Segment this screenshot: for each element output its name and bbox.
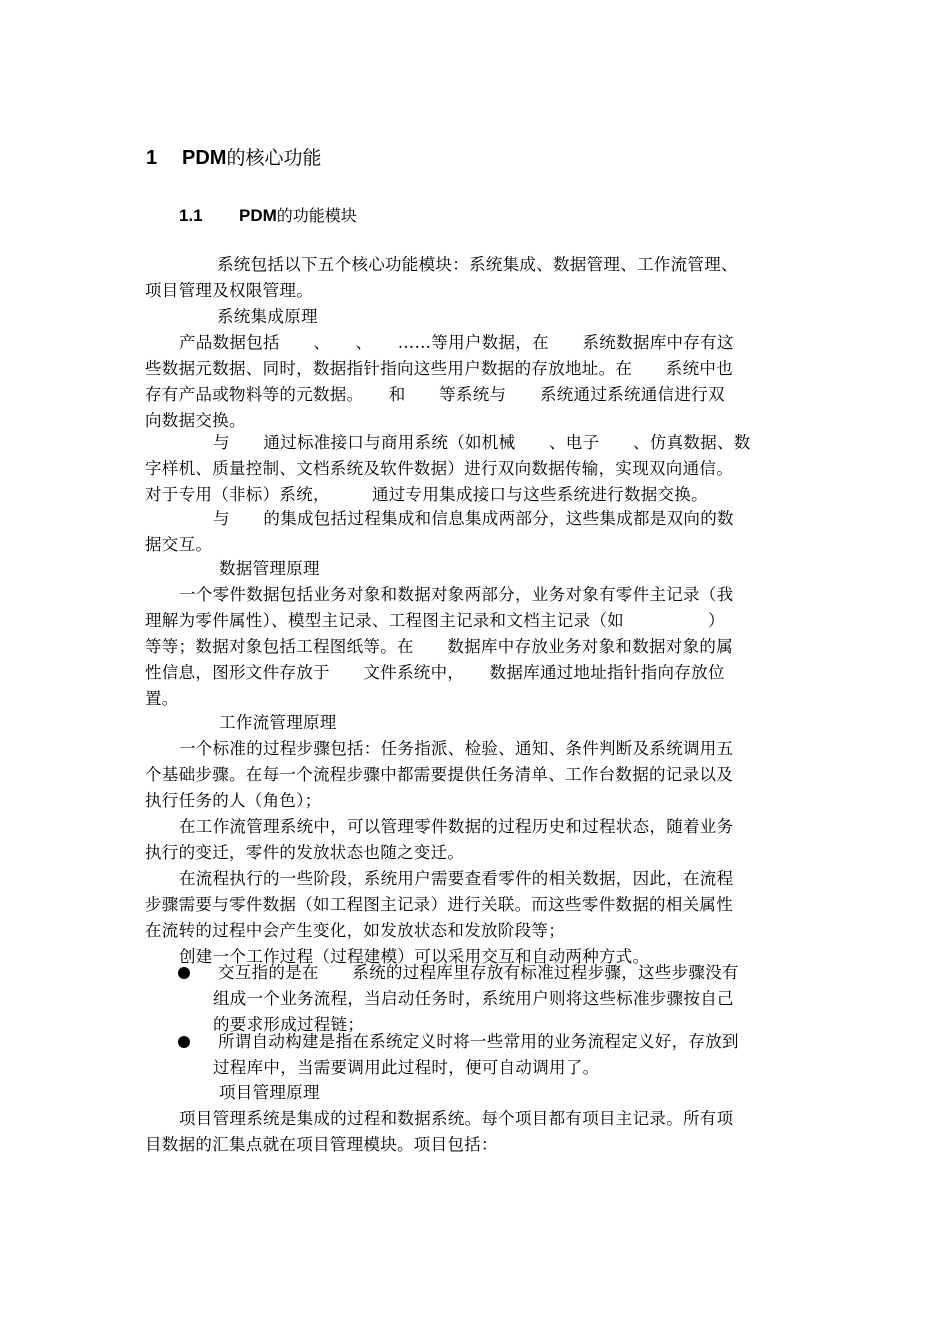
paragraph-line: 据交互。 xyxy=(145,535,213,554)
bullet-dot xyxy=(178,1036,190,1048)
heading-1 xyxy=(146,144,321,172)
list-item-line: 所谓自动构建是指在系统定义时将一些常用的业务流程定义好，存放到 xyxy=(218,1032,739,1051)
paragraph-line: 在流程执行的一些阶段，系统用户需要查看零件的相关数据，因此，在流程 xyxy=(179,869,734,888)
paragraph-line: 步骤需要与零件数据（如工程图主记录）进行关联。而这些零件数据的相关属性 xyxy=(145,895,733,914)
paragraph-line: 置。 xyxy=(145,689,179,708)
paragraph-line: 性信息，图形文件存放于 文件系统中， 数据库通过地址指针指向存放位 xyxy=(145,663,725,682)
section-title-project-management: 项目管理原理 xyxy=(219,1083,320,1102)
list-item-line: 交互指的是在 系统的过程库里存放有标准过程步骤，这些步骤没有 xyxy=(218,963,739,982)
paragraph-line: 存有产品或物料等的元数据。 和 等系统与 系统通过系统通信进行双 xyxy=(145,385,725,404)
heading-2 xyxy=(179,203,357,229)
paragraph-line: 与 的集成包括过程集成和信息集成两部分，这些集成都是双向的数 xyxy=(213,509,734,528)
paragraph-line: 在流转的过程中会产生变化，如发放状态和发放阶段等； xyxy=(145,921,565,940)
heading-2-number: 1.1 xyxy=(179,206,203,225)
bullet-dot xyxy=(178,967,190,979)
heading-2-title-cjk: 的功能模块 xyxy=(276,206,357,225)
paragraph-line: 个基础步骤。在每一个流程步骤中都需要提供任务清单、工作台数据的记录以及 xyxy=(145,765,733,784)
paragraph-line: 字样机、质量控制、文档系统及软件数据）进行双向数据传输，实现双向通信。 xyxy=(145,459,733,478)
intro-line-1: 系统包括以下五个核心功能模块：系统集成、数据管理、工作流管理、 xyxy=(217,255,738,274)
paragraph-line: 与 通过标准接口与商用系统（如机械 、电子 、仿真数据、数 xyxy=(213,433,751,452)
paragraph-line: 在工作流管理系统中，可以管理零件数据的过程历史和过程状态，随着业务 xyxy=(179,817,734,836)
paragraph-line: 目数据的汇集点就在项目管理模块。项目包括： xyxy=(145,1135,498,1154)
paragraph-line: 创建一个工作过程（过程建模）可以采用交互和自动两种方式。 xyxy=(179,947,650,966)
paragraph-line: 一个标准的过程步骤包括：任务指派、检验、通知、条件判断及系统调用五 xyxy=(179,739,734,758)
section-title-workflow: 工作流管理原理 xyxy=(219,713,337,732)
heading-2-title-latin: PDM xyxy=(239,206,277,225)
paragraph-line: 向数据交换。 xyxy=(145,411,246,430)
paragraph-line: 等等；数据对象包括工程图纸等。在 数据库中存放业务对象和数据对象的属 xyxy=(145,637,733,656)
paragraph-line: 执行的变迁，零件的发放状态也随之变迁。 xyxy=(145,843,465,862)
paragraph-line: 对于专用（非标）系统， 通过专用集成接口与这些系统进行数据交换。 xyxy=(145,485,708,504)
section-title-integration: 系统集成原理 xyxy=(217,307,318,326)
list-item-line: 过程库中，当需要调用此过程时，便可自动调用了。 xyxy=(213,1058,600,1077)
list-item-line: 组成一个业务流程，当启动任务时，系统用户则将这些标准步骤按自己 xyxy=(213,989,734,1008)
list-item-line: 的要求形成过程链； xyxy=(213,1015,365,1034)
intro-line-2: 项目管理及权限管理。 xyxy=(145,281,313,300)
section-title-data-management: 数据管理原理 xyxy=(219,559,320,578)
paragraph-line: 项目管理系统是集成的过程和数据系统。每个项目都有项目主记录。所有项 xyxy=(179,1109,734,1128)
paragraph-line: 理解为零件属性）、模型主记录、工程图主记录和文档主记录（如 ） xyxy=(145,611,725,630)
heading-1-title-latin: PDM xyxy=(182,147,227,169)
heading-1-number: 1 xyxy=(146,147,158,169)
paragraph-line: 一个零件数据包括业务对象和数据对象两部分，业务对象有零件主记录（我 xyxy=(179,585,734,604)
heading-1-title-cjk: 的核心功能 xyxy=(226,147,322,169)
paragraph-line: 执行任务的人（角色）； xyxy=(145,791,322,810)
paragraph-line: 产品数据包括 、 、 ……等用户数据，在 系统数据库中存有这 xyxy=(179,333,734,352)
paragraph-line: 些数据元数据、同时，数据指针指向这些用户数据的存放地址。在 系统中也 xyxy=(145,359,733,378)
